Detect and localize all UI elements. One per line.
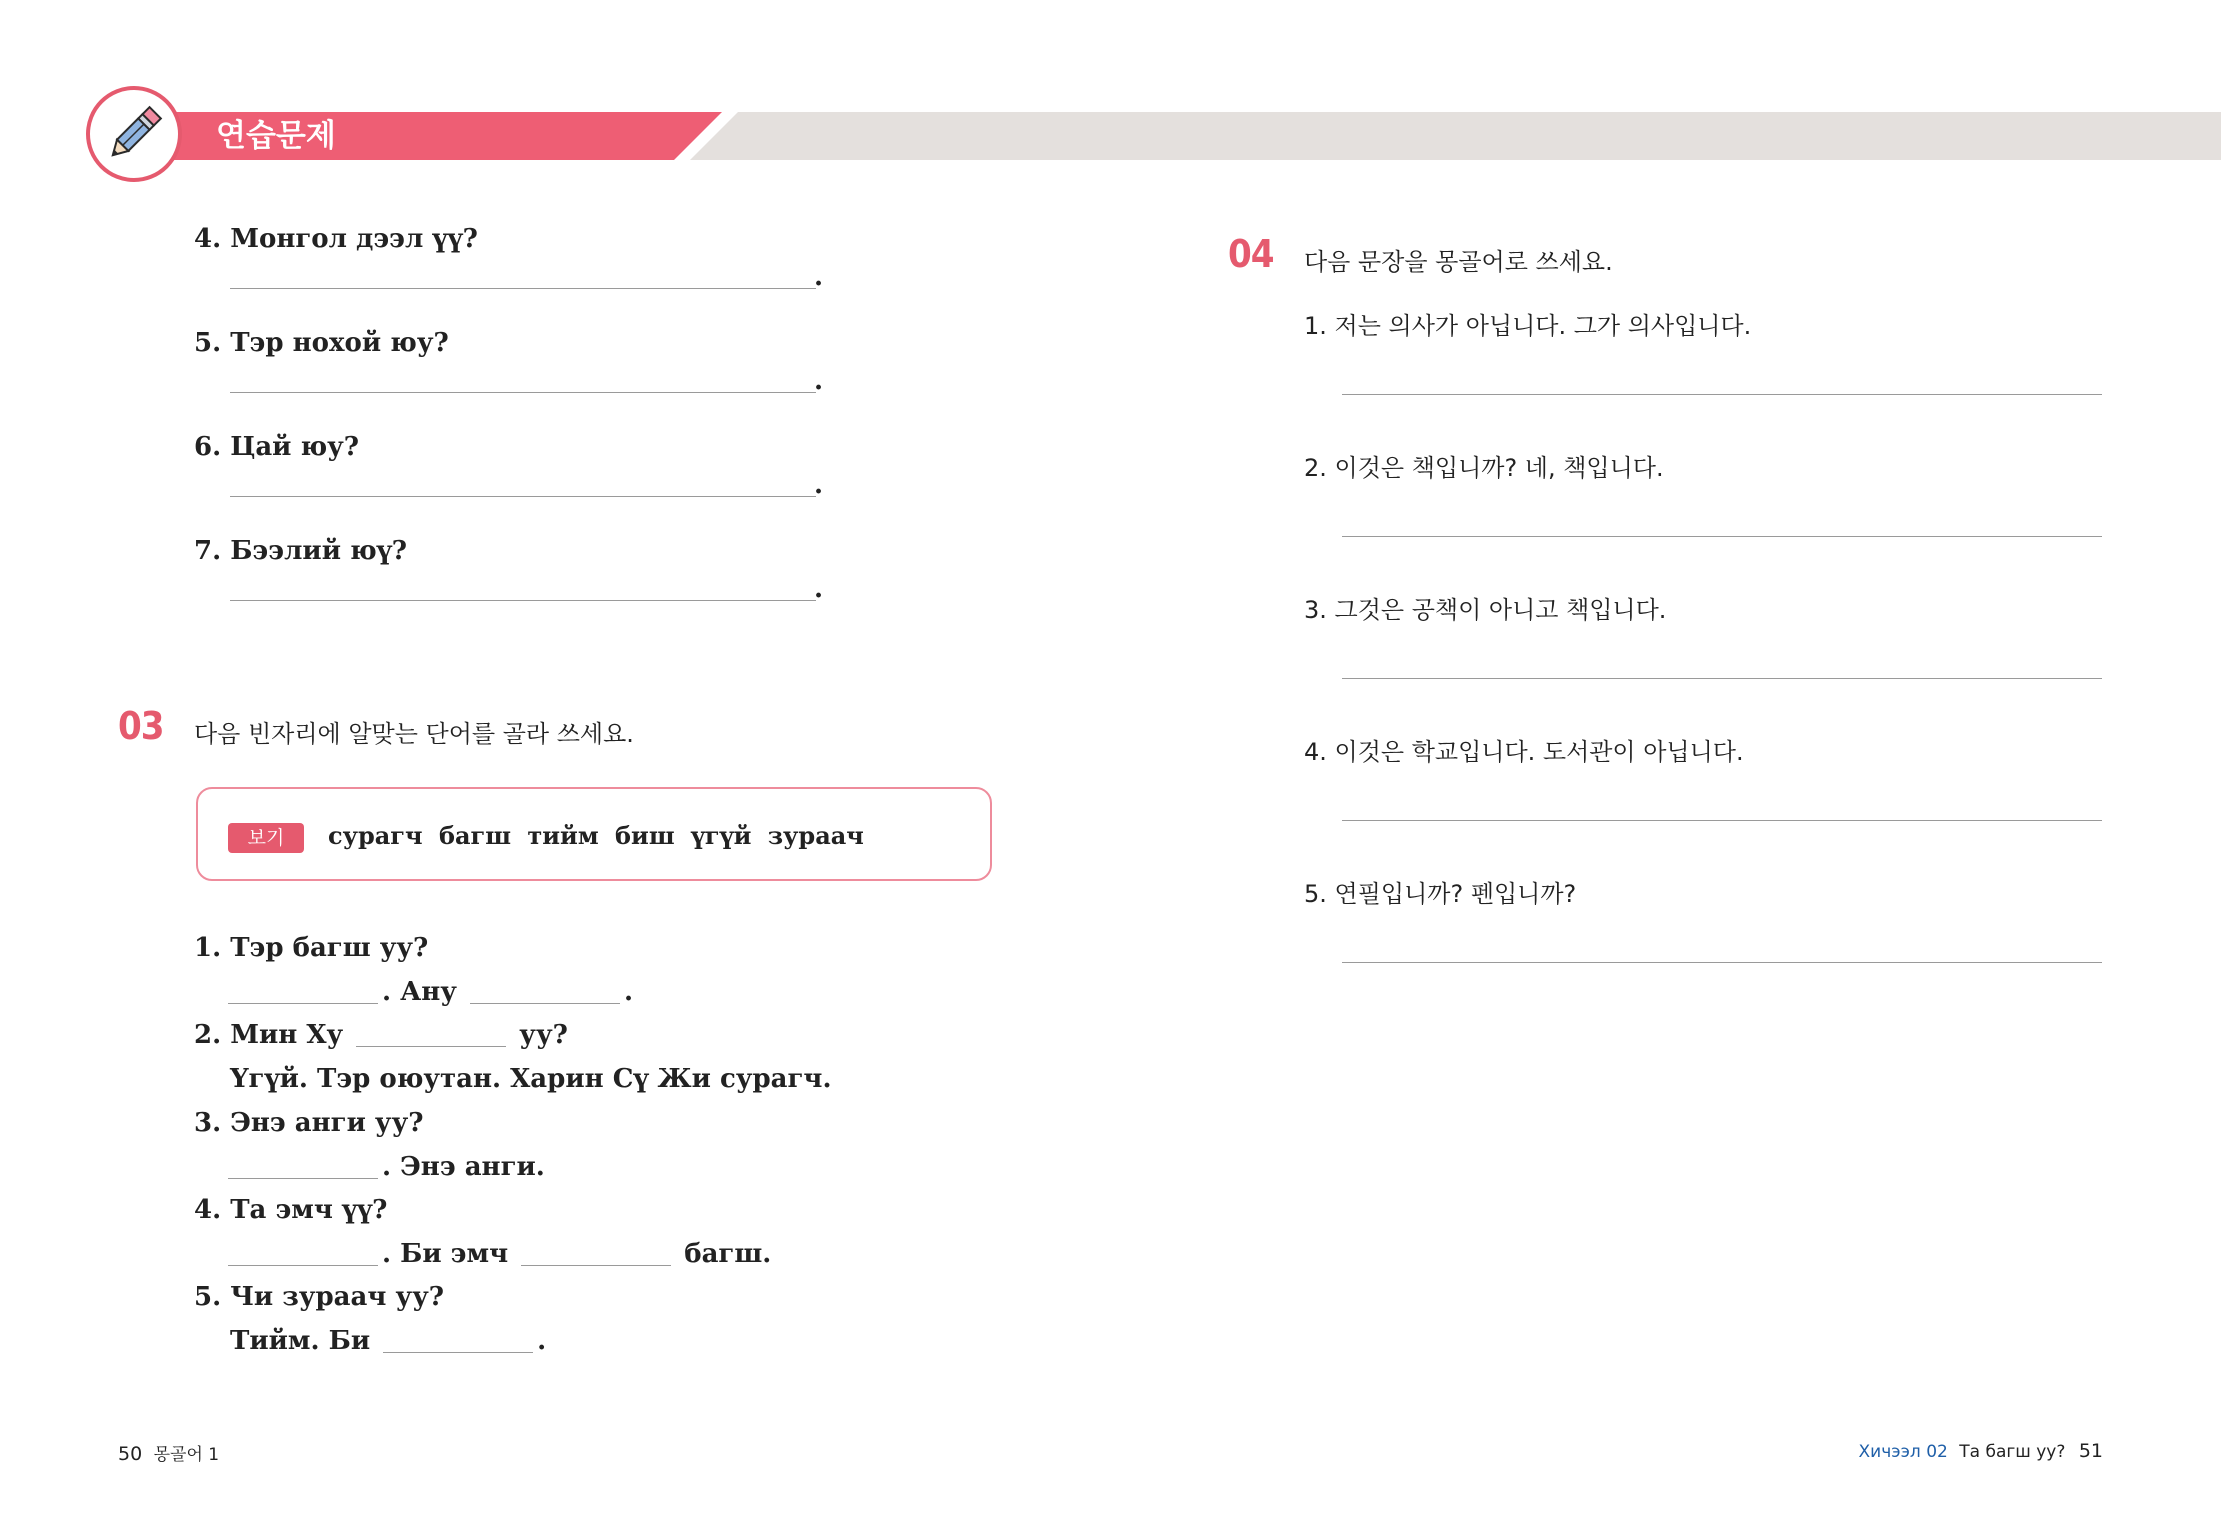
answer-line-7[interactable] [230,600,816,601]
section-03-instruction: 다음 빈자리에 알맞는 단어를 골라 쓰세요. [194,720,634,748]
blank-field[interactable] [470,1002,620,1004]
lesson-number: Хичээл 02 [1858,1442,1948,1462]
fill-answer-5: Тийм. Би . [230,1326,547,1356]
blank-field[interactable] [356,1045,506,1047]
book-title: 몽골어 1 [153,1445,220,1465]
lesson-title: Та багш уу? [1959,1442,2066,1462]
page-title: 연습문제 [216,118,336,154]
question-5: 5. Тэр нохой юу? [194,328,449,358]
answer-line-4[interactable] [230,288,816,289]
fill-answer-4: . Би эмч багш. [228,1239,771,1269]
question-7: 7. Бээлий юү? [194,536,408,566]
fill-question-2: 2. Мин Ху уу? [194,1020,568,1050]
section-03-number: 03 [118,704,164,748]
answer-period: . [814,262,824,292]
page-number-right: 51 [2078,1440,2103,1462]
answer-period: . [814,574,824,604]
footer-right [1859,1440,2103,1462]
blank-field[interactable] [521,1264,671,1266]
translate-line-4[interactable] [1342,820,2102,821]
pencil-icon [86,86,182,182]
translate-line-5[interactable] [1342,962,2102,963]
answer-period: . [814,470,824,500]
section-04-number: 04 [1228,232,1274,276]
translate-question-4: 4. 이것은 학교입니다. 도서관이 아닙니다. [1304,738,1744,766]
blank-field[interactable] [383,1351,533,1353]
translate-line-1[interactable] [1342,394,2102,395]
example-box [196,787,992,881]
question-4: 4. Монгол дээл үү? [194,224,478,254]
translate-question-3: 3. 그것은 공책이 아니고 책입니다. [1304,596,1667,624]
translate-line-2[interactable] [1342,536,2102,537]
fill-question-5: 5. Чи зураач уу? [194,1282,444,1312]
blank-field[interactable] [228,1177,378,1179]
translate-question-1: 1. 저는 의사가 아닙니다. 그가 의사입니다. [1304,312,1752,340]
fill-question-1: 1. Тэр багш уу? [194,933,429,963]
translate-question-5: 5. 연필입니까? 펜입니까? [1304,880,1577,908]
question-6: 6. Цай юу? [194,432,360,462]
answer-line-6[interactable] [230,496,816,497]
section-04-instruction: 다음 문장을 몽골어로 쓰세요. [1304,248,1613,276]
fill-answer-2: Үгүй. Тэр оюутан. Харин Сү Жи сурагч. [230,1064,832,1094]
header-title-bar [118,112,722,160]
footer-left [118,1440,219,1465]
blank-field[interactable] [228,1002,378,1004]
example-label: 보기 [228,823,304,853]
page-number-left: 50 [118,1443,143,1465]
translate-question-2: 2. 이것은 책입니까? 네, 책입니다. [1304,454,1664,482]
fill-answer-1: . Ану . [228,977,633,1007]
fill-question-3: 3. Энэ анги уу? [194,1108,424,1138]
example-words: сурагч багш тийм биш үгүй зураач [328,821,864,850]
answer-line-5[interactable] [230,392,816,393]
fill-question-4: 4. Та эмч үү? [194,1195,388,1225]
translate-line-3[interactable] [1342,678,2102,679]
fill-answer-3: . Энэ анги. [228,1152,545,1182]
answer-period: . [814,366,824,396]
blank-field[interactable] [228,1264,378,1266]
header-band [690,112,2221,160]
